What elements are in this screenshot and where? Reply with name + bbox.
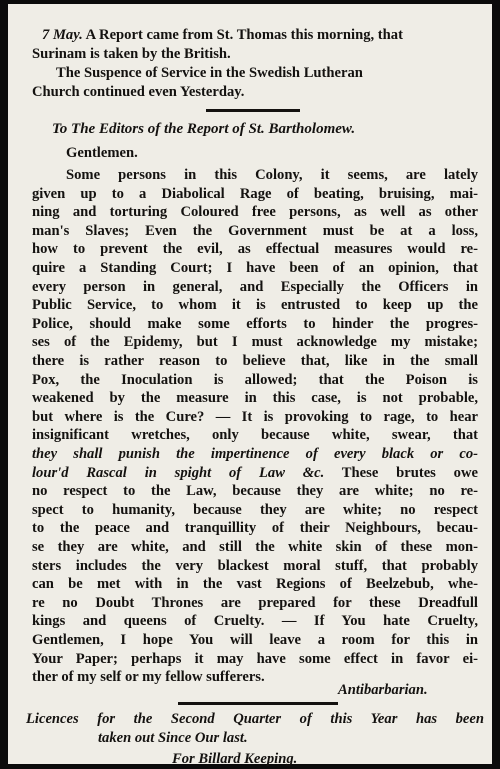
letter-signature: Antibarbarian. bbox=[338, 682, 428, 698]
letter-line: no respect to the Law, because they are white; no re- bbox=[32, 483, 478, 500]
letter-line: Gentlemen, I hope You will leave a room for this in bbox=[32, 632, 478, 648]
notice-line-4: Church continued even Yesterday. bbox=[32, 84, 245, 100]
newspaper-page bbox=[8, 4, 492, 767]
letter-line: weakened by the measure in this case, is not probable, bbox=[32, 390, 478, 407]
letter-line: se they are white, and still the white skin of these mon- bbox=[32, 539, 478, 555]
letter-line: to the peace and tranquillity of their Neighbours, becau- bbox=[32, 520, 478, 537]
letter-line: sters includes the very blackest moral stuff, that probably bbox=[32, 557, 478, 574]
letter-line: Your Paper; perhaps it may have some effect in favor ei- bbox=[32, 650, 478, 667]
letter-line: Some persons in this Colony, it seems, are lately bbox=[66, 167, 478, 183]
letter-line: man's Slaves; Even the Government must be at a loss, bbox=[32, 222, 478, 239]
letter-line: insignificant wretches, only because white, swear, that bbox=[32, 427, 478, 444]
letter-line: re no Doubt Thrones are prepared for these Dreadfull bbox=[32, 594, 478, 611]
letter-salutation: Gentlemen. bbox=[66, 145, 138, 161]
notice-text: A Report came from St. Thomas this morning, that bbox=[82, 27, 403, 43]
notice-line-3: The Suspence of Service in the Swedish Lutheran bbox=[56, 65, 363, 81]
letter-line: spect to humanity, because they are white; no respect bbox=[32, 501, 478, 518]
letter-line: ses of the Epidemy, but I must acknowledge my mistake; bbox=[32, 334, 478, 351]
letter-line: they shall punish the impertinence of every black or co- bbox=[32, 446, 478, 462]
letter-line: Police, should make some efforts to hinder the progres- bbox=[32, 315, 478, 332]
letter-line: ning and torturing Coloured free persons, as well as other bbox=[32, 204, 478, 221]
notice-date-line bbox=[42, 26, 478, 45]
section-divider bbox=[178, 702, 338, 705]
letter-line: quire a Standing Court; I have been of an opinion, that bbox=[32, 260, 478, 276]
notice-line-2: Surinam is taken by the British. bbox=[32, 46, 231, 62]
letter-line: lour'd Rascal in spight of Law &c. These brutes owe bbox=[32, 464, 478, 481]
section-divider bbox=[206, 109, 300, 112]
letter-line: given up to a Diabolical Rage of beating, bruising, mai- bbox=[32, 185, 478, 202]
notice-date: 7 May. bbox=[42, 27, 83, 43]
licence-notice-line-2: taken out Since Our last. bbox=[98, 730, 248, 746]
letter-line: Pox, the Inoculation is allowed; that the Poison is bbox=[32, 371, 478, 388]
letter-line: Public Service, to whom it is entrusted to keep up the bbox=[32, 297, 478, 314]
letter-line: how to prevent the evil, as effectual measures would re- bbox=[32, 241, 478, 258]
letter-line: there is rather reason to believe that, like in the small bbox=[32, 353, 478, 369]
letter-line: ther of my self or my fellow sufferers. bbox=[32, 669, 265, 686]
letter-line: kings and queens of Cruelty. — If You hate Cruelty, bbox=[32, 613, 478, 630]
licence-notice-subject: For Billard Keeping. bbox=[172, 751, 298, 767]
letter-line: can be met with in the vast Regions of Beelzebub, whe- bbox=[32, 576, 478, 593]
letter-line: every person in general, and Especially the Officers in bbox=[32, 278, 478, 295]
licence-notice-line-1: Licences for the Second Quarter of this Year has been bbox=[26, 711, 484, 727]
letter-heading: To The Editors of the Report of St. Bartholomew. bbox=[52, 121, 356, 137]
letter-line: but where is the Cure? — It is provoking to rage, to hear bbox=[32, 408, 478, 425]
